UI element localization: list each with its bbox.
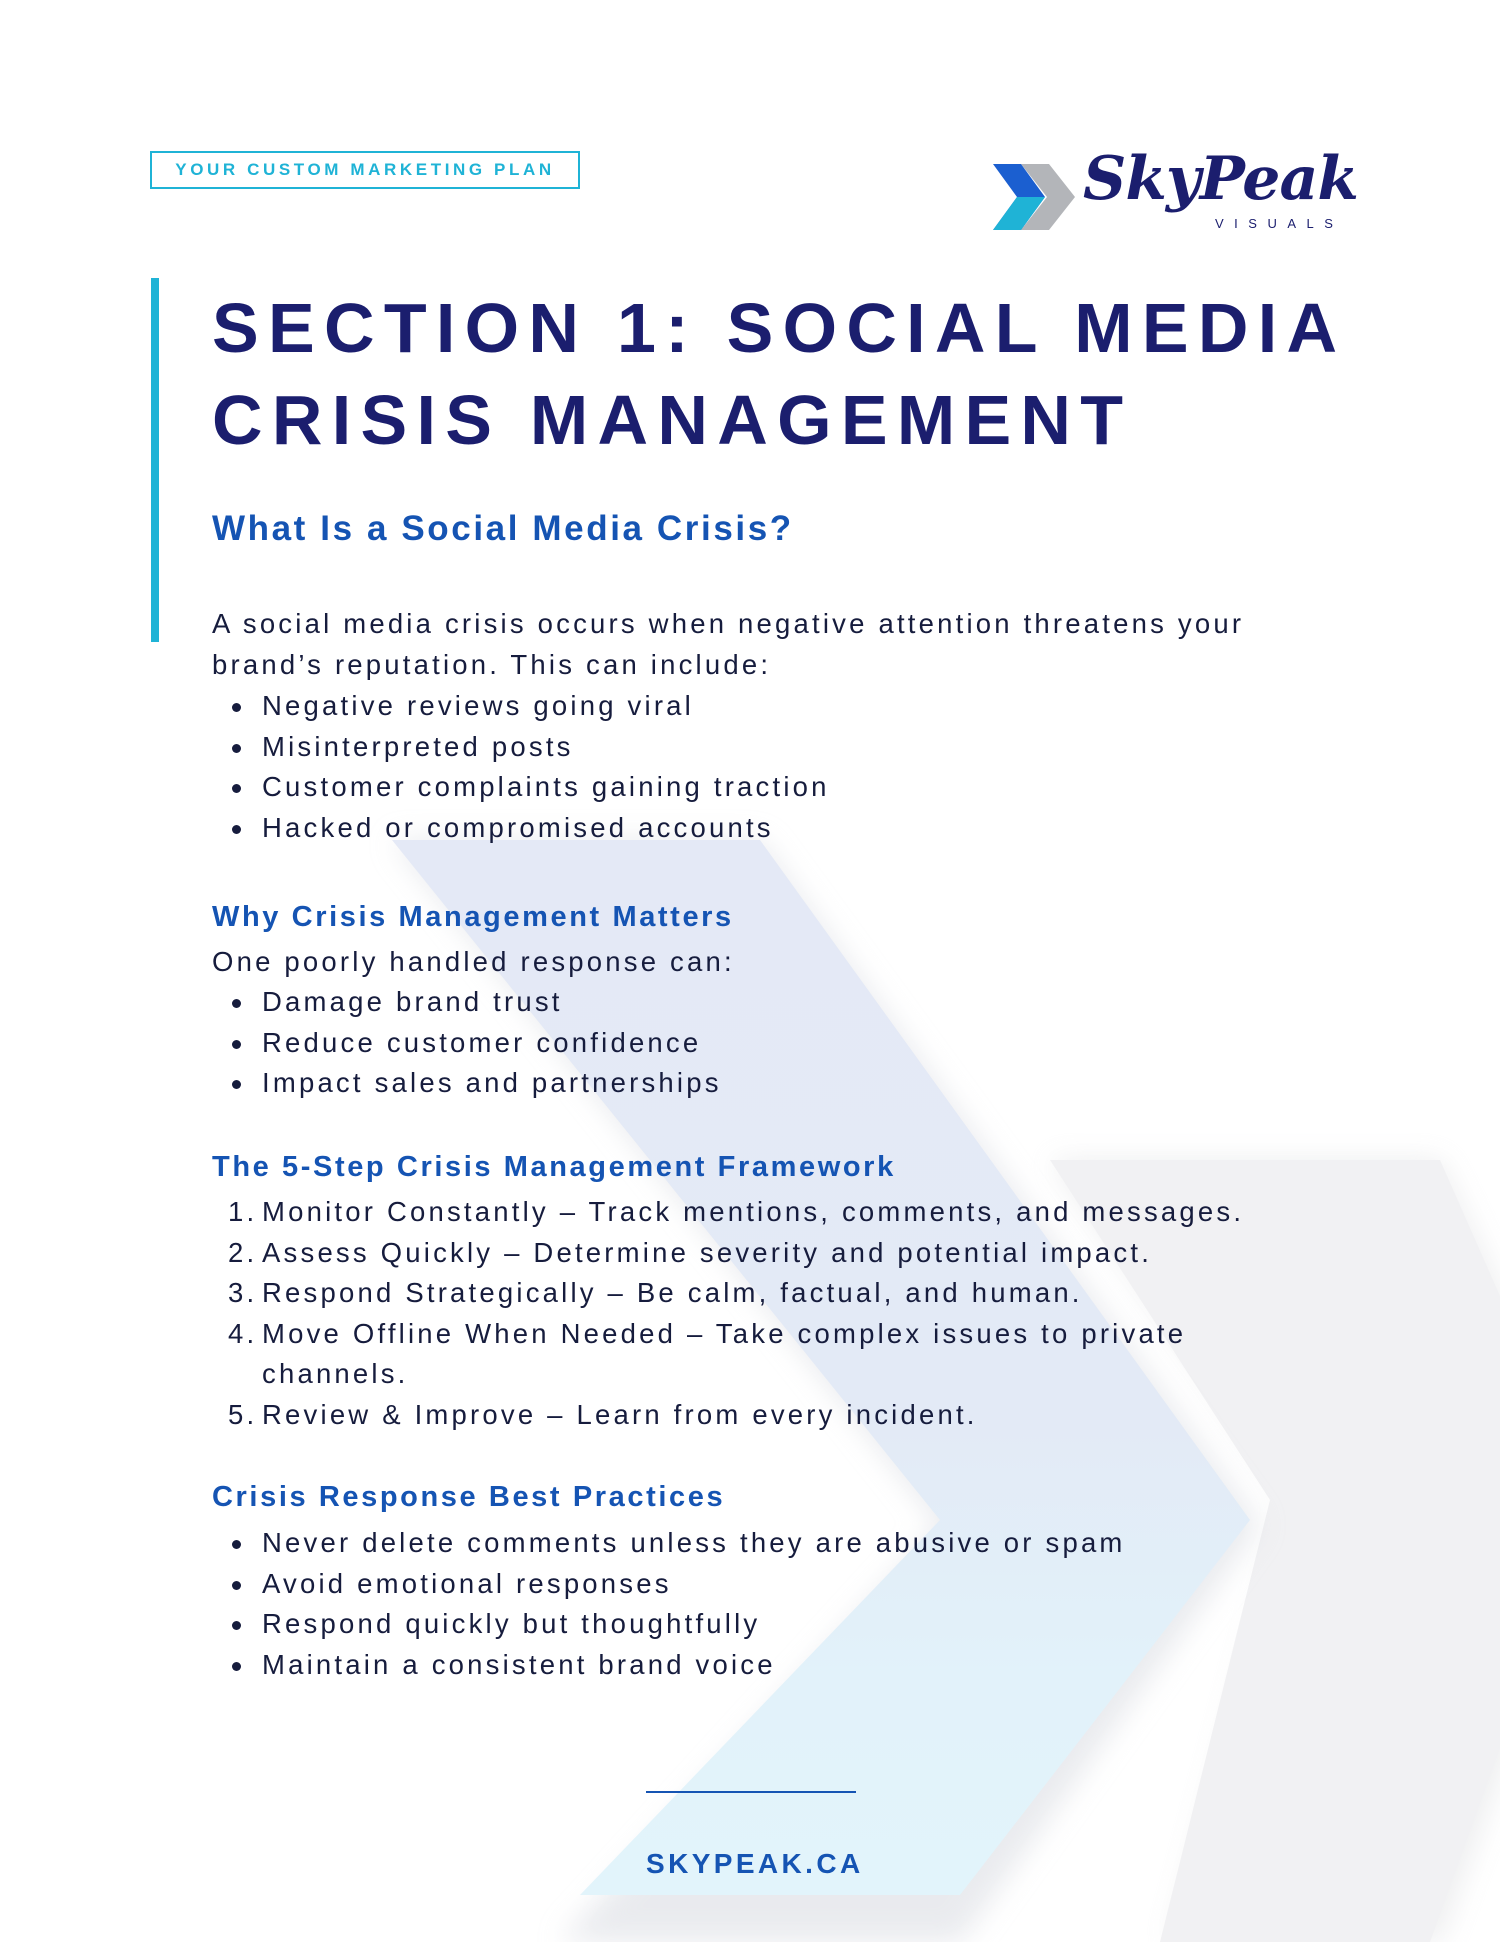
footer-website-link[interactable]: SKYPEAK.CA bbox=[646, 1848, 864, 1879]
section-heading-best-practices: Crisis Response Best Practices bbox=[212, 1481, 726, 1513]
step-text: Review & Improve – Learn from every incident. bbox=[262, 1398, 978, 1430]
list-item: Impact sales and partnerships bbox=[212, 1063, 722, 1104]
step-item bbox=[212, 1192, 1342, 1233]
step-item bbox=[212, 1233, 1342, 1274]
step-item bbox=[212, 1273, 1342, 1314]
step-number: 2. bbox=[228, 1236, 258, 1268]
step-number: 3. bbox=[228, 1277, 258, 1308]
step-item bbox=[212, 1314, 1342, 1395]
step-text: Move Offline When Needed – Take complex issues to private channels. bbox=[262, 1317, 1187, 1389]
why-paragraph: One poorly handled response can: bbox=[212, 946, 735, 977]
list-item: Reduce customer confidence bbox=[212, 1023, 722, 1064]
step-number: 4. bbox=[228, 1317, 258, 1349]
logo-wordmark: SkyPeak bbox=[1083, 144, 1358, 214]
list-item: Respond quickly but thoughtfully bbox=[212, 1604, 1126, 1645]
step-item bbox=[212, 1395, 1342, 1436]
section-heading-why-matters: Why Crisis Management Matters bbox=[212, 901, 734, 933]
intro-paragraph: A social media crisis occurs when negative attention threatens your brand’s reputation. This can include: bbox=[212, 608, 1245, 680]
section-heading-framework: The 5-Step Crisis Management Framework bbox=[212, 1151, 896, 1183]
list-item: Hacked or compromised accounts bbox=[212, 808, 830, 849]
skypeak-logo bbox=[993, 144, 1363, 240]
list-item: Misinterpreted posts bbox=[212, 727, 830, 768]
logo-subtext: VISUALS bbox=[1215, 216, 1344, 231]
step-text: Assess Quickly – Determine severity and potential impact. bbox=[262, 1236, 1153, 1268]
step-text: Monitor Constantly – Track mentions, comments, and messages. bbox=[262, 1196, 1245, 1227]
page-title-line-1: SECTION 1: SOCIAL MEDIA bbox=[212, 289, 1347, 367]
document-tag: YOUR CUSTOM MARKETING PLAN bbox=[150, 151, 580, 189]
list-item: Damage brand trust bbox=[212, 982, 722, 1023]
list-item: Maintain a consistent brand voice bbox=[212, 1645, 1126, 1686]
framework-steps-list bbox=[212, 1192, 1342, 1435]
step-number: 1. bbox=[228, 1196, 258, 1227]
list-item: Customer complaints gaining traction bbox=[212, 767, 830, 808]
step-text: Respond Strategically – Be calm, factual, and human. bbox=[262, 1277, 1083, 1308]
list-item: Avoid emotional responses bbox=[212, 1564, 1126, 1605]
section-heading-what-is-crisis: What Is a Social Media Crisis? bbox=[212, 509, 794, 548]
list-item: Negative reviews going viral bbox=[212, 686, 830, 727]
step-number: 5. bbox=[228, 1398, 258, 1430]
list-item: Never delete comments unless they are abusive or spam bbox=[212, 1523, 1126, 1564]
page-title bbox=[212, 282, 1346, 466]
page-title-line-2: CRISIS MANAGEMENT bbox=[212, 381, 1133, 459]
footer-divider bbox=[646, 1791, 856, 1793]
crisis-examples-list bbox=[212, 686, 830, 848]
double-chevron-icon bbox=[993, 158, 1075, 236]
consequences-list bbox=[212, 982, 722, 1104]
best-practices-list bbox=[212, 1523, 1126, 1685]
title-accent-bar bbox=[151, 278, 159, 642]
